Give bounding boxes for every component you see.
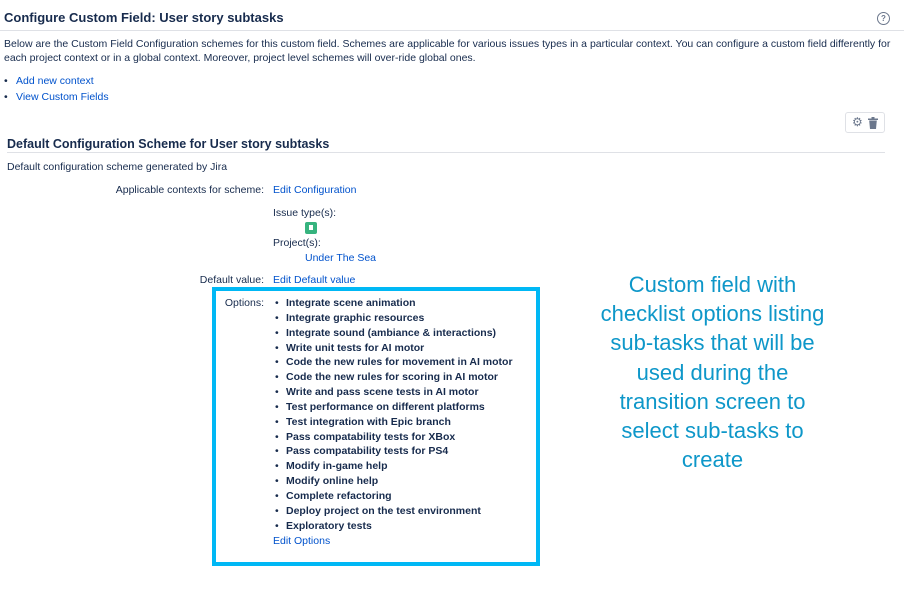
bullet: • bbox=[4, 91, 8, 103]
option-label: Pass compatability tests for XBox bbox=[286, 430, 456, 443]
bullet: • bbox=[275, 356, 279, 369]
option-label: Integrate sound (ambiance & interactions) bbox=[286, 326, 497, 339]
issue-types-label: Issue type(s): bbox=[273, 207, 337, 219]
scheme-actions bbox=[845, 112, 885, 133]
bullet: • bbox=[275, 341, 279, 354]
bullet: • bbox=[275, 311, 279, 324]
bullet: • bbox=[275, 475, 279, 488]
option-label: Pass compatability tests for PS4 bbox=[286, 445, 449, 458]
project-link[interactable]: Under The Sea bbox=[305, 252, 377, 264]
bullet: • bbox=[275, 400, 279, 413]
annotation-callout: Custom field with checklist options listing sub-tasks that will be used during the transition screen to select sub-tasks to create bbox=[600, 272, 825, 473]
add-context-item bbox=[4, 73, 109, 89]
bullet: • bbox=[275, 489, 279, 502]
contexts-label: Applicable contexts for scheme: bbox=[115, 184, 264, 196]
projects-label: Project(s): bbox=[273, 237, 321, 249]
help-icon[interactable]: ? bbox=[877, 12, 890, 25]
option-label: Modify in-game help bbox=[286, 460, 388, 473]
bullet: • bbox=[275, 430, 279, 443]
option-label: Write unit tests for AI motor bbox=[286, 341, 425, 354]
option-label: Code the new rules for movement in AI motor bbox=[286, 356, 513, 369]
option-label: Code the new rules for scoring in AI motor bbox=[286, 371, 498, 384]
trash-icon[interactable] bbox=[868, 117, 878, 129]
option-label: Deploy project on the test environment bbox=[286, 504, 481, 517]
options-label: Options: bbox=[224, 297, 264, 309]
page-title: Configure Custom Field: User story subtasks bbox=[4, 10, 284, 25]
story-icon bbox=[305, 222, 317, 234]
bullet: • bbox=[275, 460, 279, 473]
edit-configuration-link[interactable]: Edit Configuration bbox=[273, 184, 357, 196]
bullet: • bbox=[275, 519, 279, 532]
title-divider bbox=[0, 30, 904, 31]
option-label: Integrate graphic resources bbox=[286, 311, 425, 324]
scheme-title: Default Configuration Scheme for User story subtasks bbox=[7, 137, 330, 151]
bullet: • bbox=[4, 75, 8, 87]
bullet: • bbox=[275, 504, 279, 517]
view-custom-fields-item bbox=[4, 89, 109, 105]
default-value-label: Default value: bbox=[199, 274, 264, 286]
option-label: Exploratory tests bbox=[286, 519, 372, 532]
context-links bbox=[4, 73, 109, 105]
bullet: • bbox=[275, 326, 279, 339]
bullet: • bbox=[275, 371, 279, 384]
bullet: • bbox=[275, 415, 279, 428]
bullet: • bbox=[275, 445, 279, 458]
edit-options-link[interactable]: Edit Options bbox=[273, 535, 331, 547]
view-custom-fields-link[interactable]: View Custom Fields bbox=[16, 91, 109, 103]
option-label: Complete refactoring bbox=[286, 489, 392, 502]
bullet: • bbox=[275, 297, 279, 309]
option-label: Test integration with Epic branch bbox=[286, 415, 451, 428]
scheme-description: Default configuration scheme generated by Jira bbox=[7, 161, 228, 173]
scheme-divider bbox=[7, 152, 885, 153]
option-label: Write and pass scene tests in AI motor bbox=[286, 386, 479, 399]
gear-icon[interactable]: ⚙ bbox=[852, 115, 863, 129]
bullet: • bbox=[275, 386, 279, 399]
annotation-highlight-box bbox=[212, 287, 540, 566]
option-label: Integrate scene animation bbox=[286, 297, 416, 309]
add-new-context-link[interactable]: Add new context bbox=[16, 75, 94, 87]
edit-default-value-link[interactable]: Edit Default value bbox=[273, 274, 356, 286]
page-description: Below are the Custom Field Configuration schemes for this custom field. Schemes are applicable for various issues types in a particular context. You can configure a custom field differently for each project context or in a global context. Moreover, project level schemes will over-ride global ones. bbox=[4, 38, 891, 64]
option-label: Modify online help bbox=[286, 475, 379, 488]
option-label: Test performance on different platforms bbox=[286, 400, 485, 413]
